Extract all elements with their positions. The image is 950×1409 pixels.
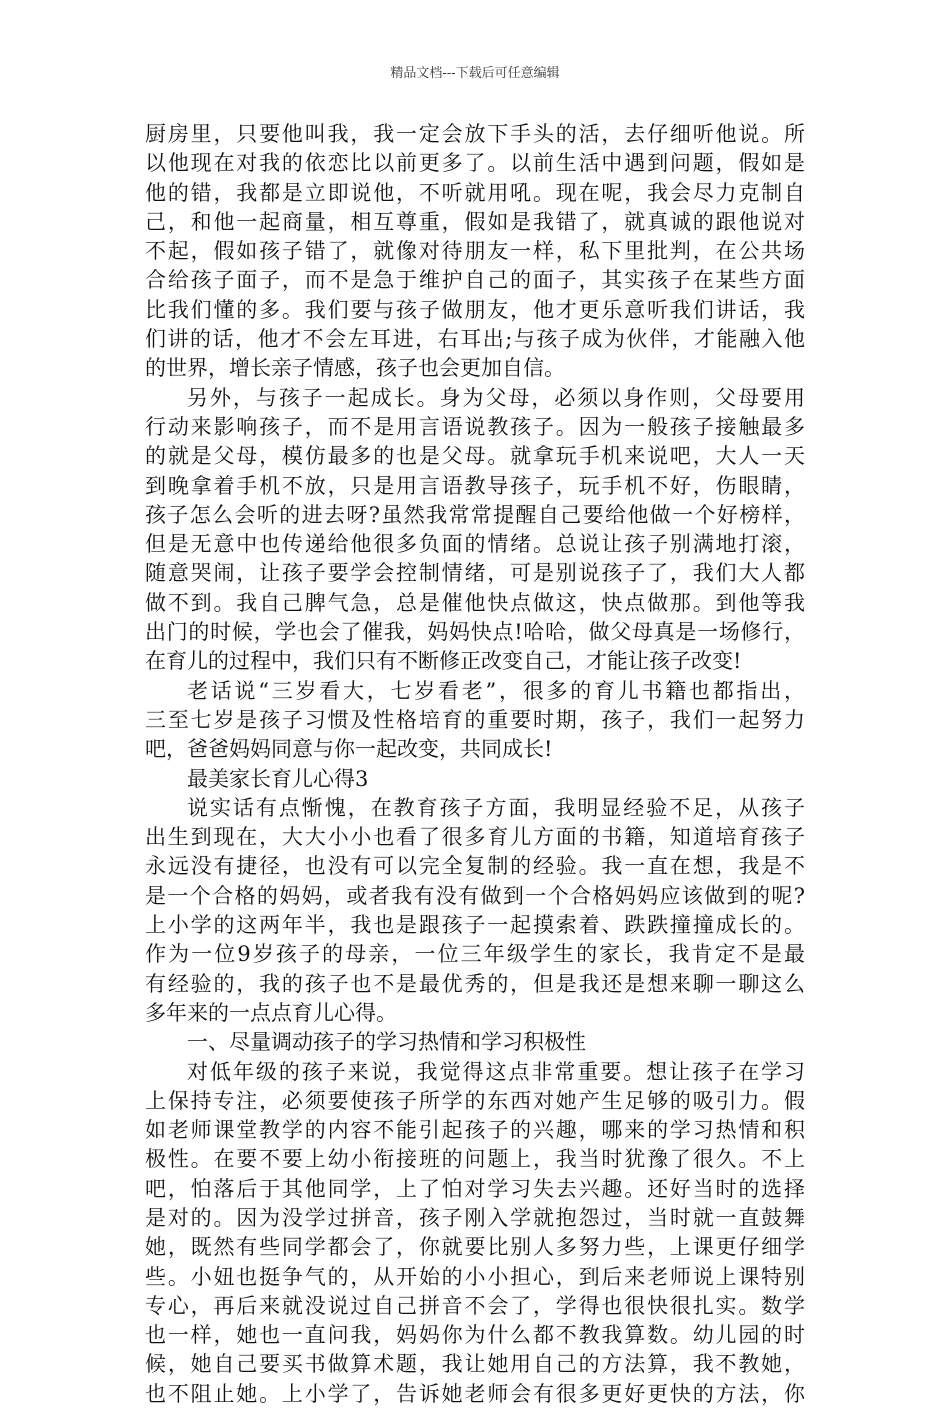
- text-line: 些。小妞也挺争气的，从开始的小小担心，到后来老师说上课特别: [145, 1264, 805, 1289]
- text-line: 比我们懂的多。我们要与孩子做朋友，他才更乐意听我们讲话，我: [145, 297, 805, 322]
- text-line: 如老师课堂教学的内容不能引起孩子的兴趣，哪来的学习热情和积: [145, 1118, 805, 1143]
- text-line: 合给孩子面子，而不是急于维护自己的面子，其实孩子在某些方面: [145, 268, 805, 293]
- text-line: 专心，再后来就没说过自己拼音不会了，学得也很快很扎实。数学: [145, 1293, 805, 1318]
- text-line: 极性。在要不要上幼小衔接班的问题上，我当时犹豫了很久。不上: [145, 1147, 805, 1172]
- text-line: 做不到。我自己脾气急，总是催他快点做这，快点做那。到他等我: [145, 590, 805, 615]
- text-line: 在育儿的过程中，我们只有不断修正改变自己，才能让孩子改变!: [145, 649, 742, 674]
- text-line: 随意哭闹，让孩子要学会控制情绪，可是别说孩子了，我们大人都: [145, 561, 805, 586]
- text-line: 出门的时候，学也会了催我，妈妈快点!哈哈，做父母真是一场修行，: [145, 620, 805, 645]
- text-line: 也不阻止她。上小学了，告诉她老师会有很多更好更快的方法，你: [145, 1381, 805, 1406]
- text-line: 己，和他一起商量，相互尊重，假如是我错了，就真诚的跟他说对: [145, 209, 805, 234]
- text-line: 行动来影响孩子，而不是用言语说教孩子。因为一般孩子接触最多: [145, 414, 805, 439]
- text-line: 他的错，我都是立即说他，不听就用吼。现在呢，我会尽力克制自: [145, 180, 805, 205]
- paragraph-start-line: 说实话有点惭愧，在教育孩子方面，我明显经验不足，从孩子: [187, 795, 805, 820]
- text-line: 的就是父母，模仿最多的也是父母。就拿玩手机来说吧，大人一天: [145, 444, 805, 469]
- page-header: 精品文档---下载后可任意编辑: [390, 66, 560, 81]
- text-line: 上小学的这两年半，我也是跟孩子一起摸索着、跌跌撞撞成长的。: [145, 913, 805, 938]
- text-line: 但是无意中也传递给他很多负面的情绪。总说让孩子别满地打滚，: [145, 532, 805, 557]
- text-line: 作为一位9岁孩子的母亲，一位三年级学生的家长，我肯定不是最: [145, 942, 805, 967]
- text-line: 的世界，增长亲子情感，孩子也会更加自信。: [145, 356, 565, 381]
- section-heading: 最美家长育儿心得3: [187, 766, 369, 791]
- text-line: 她，既然有些同学都会了，你就要比别人多努力些，上课更仔细学: [145, 1235, 805, 1260]
- text-line: 上保持专注，必须要使孩子所学的东西对她产生足够的吸引力。假: [145, 1088, 805, 1113]
- subsection-heading: 一、尽量调动孩子的学习热情和学习积极性: [187, 1030, 586, 1055]
- paragraph-start-line: 对低年级的孩子来说，我觉得这点非常重要。想让孩子在学习: [187, 1059, 805, 1084]
- paragraph-start-line: 另外，与孩子一起成长。身为父母，必须以身作则，父母要用: [187, 385, 805, 410]
- text-line: 有经验的，我的孩子也不是最优秀的，但是我还是想来聊一聊这么: [145, 971, 805, 996]
- text-line: 厨房里，只要他叫我，我一定会放下手头的活，去仔细听他说。所: [145, 122, 805, 146]
- text-line: 是对的。因为没学过拼音，孩子刚入学就抱怨过，当时就一直鼓舞: [145, 1205, 805, 1230]
- text-line: 三至七岁是孩子习惯及性格培育的重要时期，孩子，我们一起努力: [145, 707, 805, 732]
- text-line: 永远没有捷径，也没有可以完全复制的经验。我一直在想，我是不: [145, 854, 805, 879]
- text-line: 吧，怕落后于其他同学，上了怕对学习失去兴趣。还好当时的选择: [145, 1176, 805, 1201]
- paragraph-start-line: 老话说“三岁看大，七岁看老”，很多的育儿书籍也都指出，: [187, 678, 805, 703]
- text-line: 孩子怎么会听的进去呀?虽然我常常提醒自己要给他做一个好榜样，: [145, 502, 805, 527]
- text-line: 也一样，她也一直问我，妈妈你为什么都不教我算数。幼儿园的时: [145, 1323, 805, 1348]
- text-line: 们讲的话，他才不会左耳进，右耳出;与孩子成为伙伴，才能融入他: [145, 327, 805, 352]
- text-line: 吧，爸爸妈妈同意与你一起改变，共同成长!: [145, 737, 553, 762]
- text-line: 出生到现在，大大小小也看了很多育儿方面的书籍，知道培育孩子: [145, 825, 805, 850]
- document-body: [145, 120, 805, 1409]
- text-line: 不起，假如孩子错了，就像对待朋友一样，私下里批判，在公共场: [145, 239, 805, 264]
- text-line: 以他现在对我的依恋比以前更多了。以前生活中遇到问题，假如是: [145, 151, 805, 176]
- text-line: 是一个合格的妈妈，或者我有没有做到一个合格妈妈应该做到的呢?: [145, 883, 805, 908]
- text-line: 候，她自己要买书做算术题，我让她用自己的方法算，我不教她，: [145, 1352, 805, 1377]
- text-line: 到晚拿着手机不放，只是用言语教导孩子，玩手机不好，伤眼睛，: [145, 473, 805, 498]
- text-line: 多年来的一点点育儿心得。: [145, 1000, 397, 1025]
